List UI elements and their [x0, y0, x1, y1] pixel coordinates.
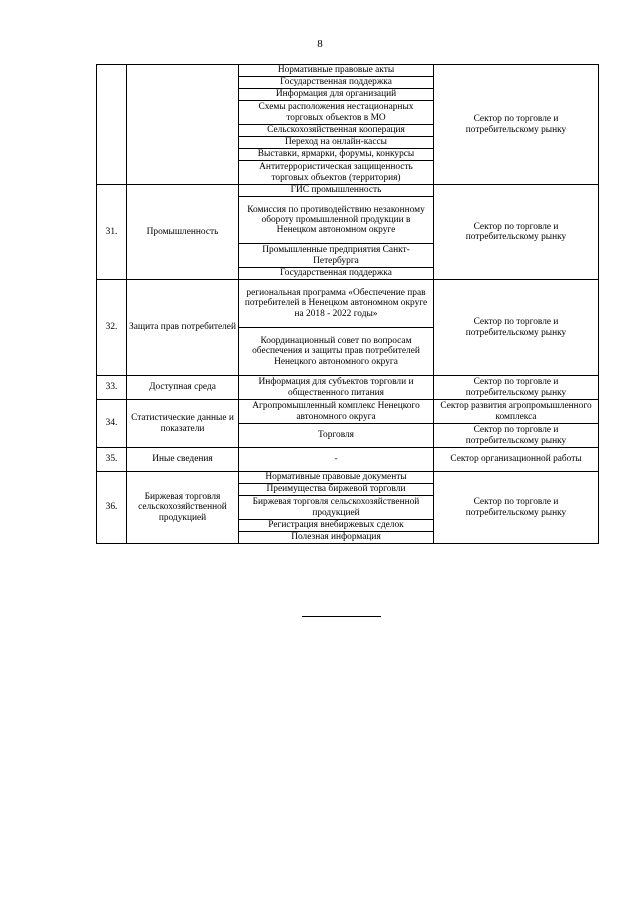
subsection-item: Информация для субъектов торговли и общественного питания — [239, 376, 434, 400]
subsection-item: Полезная информация — [239, 532, 434, 544]
table-row — [97, 65, 599, 77]
table-row — [97, 185, 599, 197]
responsible-unit: Сектор по торговле и потребительскому рынку — [434, 424, 599, 448]
subsection-item: ГИС промышленность — [239, 185, 434, 197]
subsection-item: Антитеррористическая защищенность торговых объектов (территория) — [239, 161, 434, 185]
row-number: 36. — [97, 472, 127, 544]
responsible-unit: Сектор по торговле и потребительскому рынку — [434, 376, 599, 400]
section-name: Иные сведения — [127, 448, 239, 472]
sections-table — [96, 64, 599, 544]
subsection-item: Преимущества биржевой торговли — [239, 484, 434, 496]
table-row — [97, 376, 599, 400]
row-number: 35. — [97, 448, 127, 472]
subsection-item: Выставки, ярмарки, форумы, конкурсы — [239, 149, 434, 161]
subsection-item: Комиссия по противодействию незаконному обороту промышленной продукции в Ненецком автономном округе — [239, 197, 434, 244]
row-number: 34. — [97, 400, 127, 448]
row-number: 32. — [97, 280, 127, 376]
table-row — [97, 472, 599, 484]
subsection-item: Информация для организаций — [239, 89, 434, 101]
subsection-item: региональная программа «Обеспечение прав потребителей в Ненецком автономном округе на 2018 - 2022 годы» — [239, 280, 434, 328]
end-divider-line — [302, 616, 381, 617]
subsection-item: Сельскохозяйственная кооперация — [239, 125, 434, 137]
section-name: Защита прав потребителей — [127, 280, 239, 376]
section-name: Статистические данные и показатели — [127, 400, 239, 448]
row-number: 31. — [97, 185, 127, 280]
table-row — [97, 400, 599, 424]
table-row — [97, 448, 599, 472]
subsection-item: Государственная поддержка — [239, 77, 434, 89]
subsection-item: - — [239, 448, 434, 472]
subsection-item: Промышленные предприятия Санкт-Петербурга — [239, 244, 434, 268]
subsection-item: Агропромышленный комплекс Ненецкого автономного округа — [239, 400, 434, 424]
subsection-item: Нормативные правовые акты — [239, 65, 434, 77]
section-name: Доступная среда — [127, 376, 239, 400]
section-name: Промышленность — [127, 185, 239, 280]
subsection-item: Координационный совет по вопросам обеспечения и защиты прав потребителей Ненецкого автономного округа — [239, 328, 434, 376]
subsection-item: Биржевая торговля сельскохозяйственной продукцией — [239, 496, 434, 520]
responsible-unit: Сектор по торговле и потребительскому рынку — [434, 280, 599, 376]
table-row — [97, 280, 599, 328]
responsible-unit: Сектор по торговле и потребительскому рынку — [434, 472, 599, 544]
responsible-unit: Сектор по торговле и потребительскому рынку — [434, 185, 599, 280]
subsection-item: Регистрация внебиржевых сделок — [239, 520, 434, 532]
responsible-unit: Сектор организационной работы — [434, 448, 599, 472]
subsection-item: Нормативные правовые документы — [239, 472, 434, 484]
subsection-item: Переход на онлайн-кассы — [239, 137, 434, 149]
page-number: 8 — [317, 38, 323, 50]
subsection-item: Торговля — [239, 424, 434, 448]
row-number: 33. — [97, 376, 127, 400]
responsible-unit: Сектор развития агропромышленного комплекса — [434, 400, 599, 424]
section-name: Биржевая торговля сельскохозяйственной продукцией — [127, 472, 239, 544]
section-name — [127, 65, 239, 185]
subsection-item: Схемы расположения нестационарных торговых объектов в МО — [239, 101, 434, 125]
row-number — [97, 65, 127, 185]
responsible-unit: Сектор по торговле и потребительскому рынку — [434, 65, 599, 185]
subsection-item: Государственная поддержка — [239, 268, 434, 280]
